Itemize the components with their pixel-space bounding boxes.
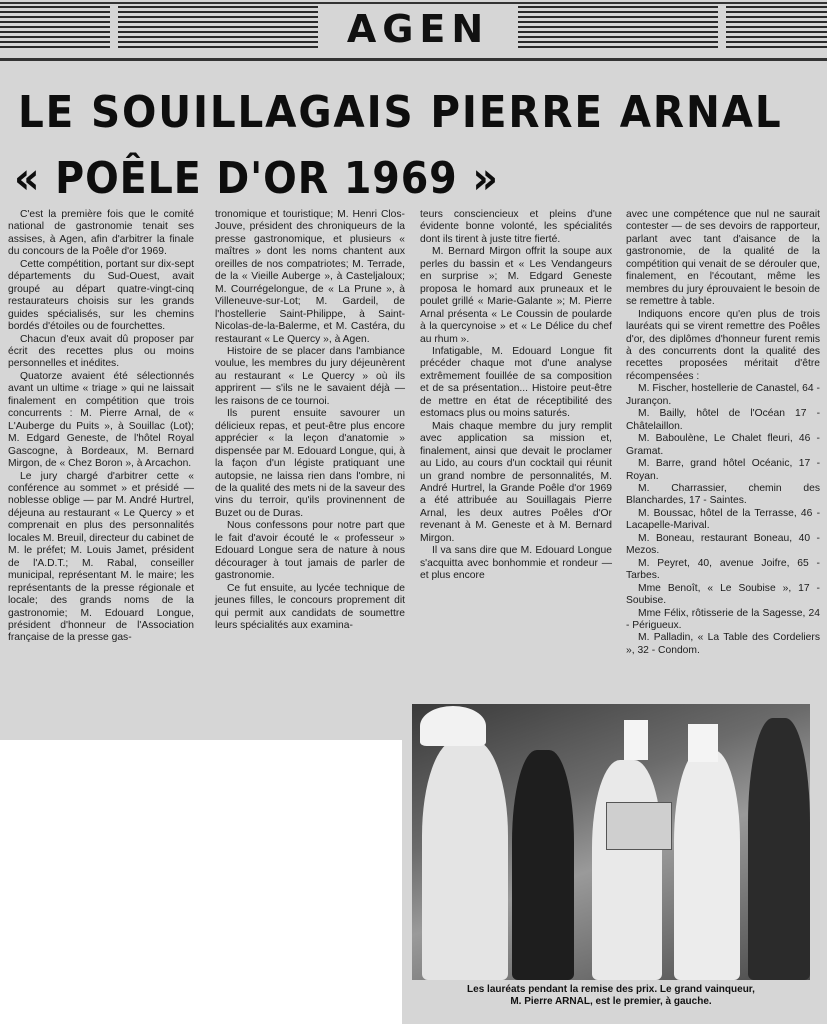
article-column-4 — [626, 209, 820, 657]
paragraph: Chacun d'eux avait dû proposer par écrit des recettes plus ou moins personnelles et inédites. — [8, 333, 194, 370]
laureate-entry: M. Boneau, restaurant Boneau, 40 - Mezos. — [626, 532, 820, 557]
paragraph: Cette compétition, portant sur dix-sept départements du Sud-Ouest, avait groupé au départ quatre-vingt-cinq restaurateurs choisis sur les grands guides spécialisés, sur les chemins bordés d'étoiles ou de fourchettes. — [8, 258, 194, 333]
laureate-entry: M. Charrassier, chemin des Blanchardes, 17 - Saintes. — [626, 482, 820, 507]
chef-figure — [674, 750, 740, 980]
paragraph: Quatorze avaient été sélectionnés avant un ultime « triage » qui ne laissait finalement en compétition que trois concurrents : M. Pierre Arnal, de « L'Auberge du Puits », à Souillac (Lot); M. Edgard Geneste, de l'hôtel Royal Gascogne, à Bordeaux, M. Bernard Mirgon, de « Chez Boron », à Arcachon. — [8, 370, 194, 470]
paragraph: C'est la première fois que le comité national de gastronomie tenait ses assises, à Agen, afin d'arbitrer la finale du concours de la Poêle d'or 1969. — [8, 209, 194, 258]
laureate-entry: M. Palladin, « La Table des Cordeliers », 32 - Condom. — [626, 632, 820, 656]
caption-line-2: M. Pierre ARNAL, est le premier, à gauche. — [510, 996, 712, 1007]
paragraph: Ce fut ensuite, au lycée technique de jeunes filles, le concours proprement dit qui permit aux candidats de soumettre leurs spécialités aux examina- — [215, 582, 405, 631]
paragraph: Infatigable, M. Edouard Longue fit précéder chaque mot d'une analyse extrêmement fouillée de sa composition et de sa présentation... Histoire peut-être de mettre en état de réceptibilité des estomacs plus ou moins saturés. — [420, 345, 612, 420]
award-photo — [412, 704, 810, 980]
chef-hat — [624, 720, 648, 760]
paragraph: Il va sans dire que M. Edouard Longue s'acquitta avec bonhommie et rondeur — et plus encore — [420, 545, 612, 582]
paragraph: tronomique et touristique; M. Henri Clos-Jouve, président des chroniqueurs de la presse gastronomique, et plusieurs « maîtres » dont les noms chantent aux oreilles de nos compatriotes; M. Terrade, de la « Vieille Auberge », à Casteljaloux; M. Courrégelongue, de « La Prune », à Villeneuve-sur-Lot; M. Gardeil, de l'hostellerie Saint-Philippe, à Saint-Nicolas-de-la-Balerme, et M. Castéra, du restaurant « Le Quercy », à Agen. — [215, 209, 405, 345]
paragraph: M. Bernard Mirgon offrit la soupe aux perles du bassin et « Les Vendangeurs en surprise »; M. Edgard Geneste proposa le homard aux pruneaux et le poulet grillé « Marie-Galante »; M. Pierre Arnal présenta « Le Coussin de poularde à la quercynoise » et « Le Délice du chef au rhum ». — [420, 246, 612, 345]
masthead-stripes-left — [0, 6, 110, 50]
paragraph: Nous confessons pour notre part que le fait d'avoir écouté le « professeur » Edouard Longue sera de nature à nous décourager à tout jamais de parler de gastronomie. — [215, 520, 405, 582]
laureate-entry: M. Boussac, hôtel de la Terrasse, 46 - Lacapelle-Marival. — [626, 507, 820, 532]
paragraph: avec une compétence que nul ne saurait contester — de ses devoirs de rapporteur, parlant avec tant d'aisance de la gastronomie, de la qualité de la compétition qui venait de se dérouler que, finalement, en l'écoutant, même les membres du jury éprouvaient le besoin de se remettre à table. — [626, 209, 820, 308]
suited-man-figure — [748, 718, 810, 980]
suited-man-figure — [512, 750, 574, 980]
paragraph: Histoire de se placer dans l'ambiance voulue, les membres du jury déjeunèrent au restaurant « Le Quercy » où ils apprirent — s'ils ne le savaient déjà — les raisons de ce tournoi. — [215, 345, 405, 407]
photo-caption — [412, 984, 810, 1008]
chef-hat — [420, 706, 486, 746]
article-column-3 — [420, 209, 612, 583]
laureate-entry: M. Barre, grand hôtel Océanic, 17 - Royan. — [626, 458, 820, 482]
chef-hat — [688, 724, 718, 762]
laureate-entry: M. Baboulène, Le Chalet fleuri, 46 - Gramat. — [626, 433, 820, 457]
masthead-stripes-center-right — [518, 6, 718, 50]
paragraph: Ils purent ensuite savourer un délicieux repas, et peut-être plus encore apprécier « la leçon d'anatomie » dispensée par M. Edouard Longue, qui, à la façon d'un légiste pratiquant une autopsie, ne laissa rien dans l'ombre, ni de la qualité des mets ni de la saveur des vins du terroir, qu'ils provinennent de Buzet ou de Duras. — [215, 408, 405, 519]
laureate-entry: M. Fischer, hostellerie de Canastel, 64 - Jurançon. — [626, 383, 820, 407]
laureate-entry: Mme Benoît, « Le Soubise », 17 - Soubise. — [626, 582, 820, 607]
headline-line-2: « POÊLE D'OR 1969 » — [14, 153, 499, 204]
section-title: AGEN — [318, 4, 518, 54]
article-column-1 — [8, 209, 194, 645]
laureate-entry: Mme Félix, rôtisserie de la Sagesse, 24 - Périgueux. — [626, 607, 820, 631]
masthead-stripes-center-left — [118, 6, 318, 50]
paragraph: Indiquons encore qu'en plus de trois lauréats qui se virent remettre des Poêles d'or, des diplômes d'honneur furent remis à des concurrents dont la qualité des recettes proposées méritait d'être récompensées : — [626, 308, 820, 382]
chef-figure — [422, 740, 508, 980]
laureate-entry: M. Peyret, 40, avenue Joifre, 65 - Tarbes. — [626, 557, 820, 582]
headline-line-1: LE SOUILLAGAIS PIERRE ARNAL — [18, 87, 783, 138]
paragraph: teurs consciencieux et pleins d'une évidente bonne volonté, les spécialités dont ils tirent à juste titre fierté. — [420, 209, 612, 245]
chef-figure — [592, 760, 662, 980]
masthead-rule — [0, 58, 827, 61]
diploma-frame — [606, 802, 672, 850]
paragraph: Le jury chargé d'arbitrer cette « conférence au sommet » et présidé — noblesse oblige — par M. André Hurtrel, déjeuna au restaurant « Le Quercy » et comprenait en plus des personnalités locales M. Breuil, directeur du cabinet de M. le préfet; M. Louis Jamet, président de l'A.D.T.; M. Rabal, conseiller municipal, représentant M. le maire; les représentants de la presse régionale et locale; des grands noms de la gastronomie; M. Edouard Longue, président d'honneur de l'Association française de la presse gas- — [8, 470, 195, 644]
paragraph: Mais chaque membre du jury remplit avec application sa mission et, finalement, ainsi que devait le proclamer au Lido, au cours d'un cocktail qui réunit un grand nombre de personnalités, M. André Hurtrel, la Grande Poêle d'or 1969 a été attribuée au Souillagais Pierre Arnal, les deux autres Poêles d'Or revenant à M. Geneste et à M. Bernard Mirgon. — [420, 420, 612, 544]
masthead-stripes-right — [726, 6, 827, 50]
caption-line-1: Les lauréats pendant la remise des prix. Le grand vainqueur, — [467, 984, 755, 995]
laureate-entry: M. Bailly, hôtel de l'Océan 17 - Châtelaillon. — [626, 408, 820, 432]
article-column-2 — [215, 209, 405, 632]
